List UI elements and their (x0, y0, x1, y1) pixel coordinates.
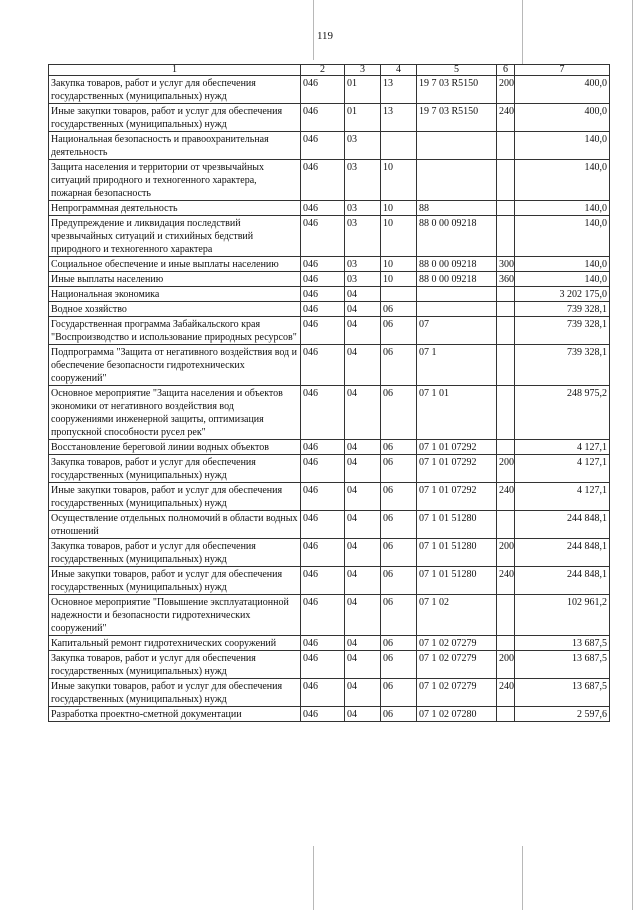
grbs-code-cell: 046 (301, 455, 345, 483)
amount-cell: 140,0 (515, 216, 610, 257)
section-code-cell: 04 (345, 386, 381, 440)
grbs-code-cell: 046 (301, 201, 345, 216)
target-article-cell: 88 (417, 201, 497, 216)
target-article-cell (417, 132, 497, 160)
table-row (49, 707, 610, 722)
section-code-cell: 03 (345, 132, 381, 160)
subsection-code-cell: 06 (381, 317, 417, 345)
section-code-cell: 03 (345, 160, 381, 201)
subsection-code-cell: 10 (381, 272, 417, 287)
amount-cell: 2 597,6 (515, 707, 610, 722)
row-name-cell: Разработка проектно-сметной документации (49, 707, 301, 722)
target-article-cell (417, 302, 497, 317)
amount-cell: 102 961,2 (515, 595, 610, 636)
row-name-cell: Государственная программа Забайкальского края "Воспроизводство и использование природных ресурсов" (49, 317, 301, 345)
table-row (49, 345, 610, 386)
table-row (49, 302, 610, 317)
row-name-cell: Подпрограмма "Защита от негативного воздействия вод и обеспечение безопасности гидротехнических сооружений" (49, 345, 301, 386)
table-row (49, 567, 610, 595)
table-row (49, 679, 610, 707)
row-name-cell: Иные закупки товаров, работ и услуг для обеспечения государственных (муниципальных) нужд (49, 567, 301, 595)
column-header: 7 (515, 65, 610, 76)
column-header: 2 (301, 65, 345, 76)
row-name-cell: Восстановление береговой линии водных объектов (49, 440, 301, 455)
table-row (49, 132, 610, 160)
amount-cell: 140,0 (515, 272, 610, 287)
section-code-cell: 03 (345, 272, 381, 287)
expense-type-cell: 240 (497, 567, 515, 595)
row-name-cell: Предупреждение и ликвидация последствий чрезвычайных ситуаций и стихийных бедствий природного и техногенного характера (49, 216, 301, 257)
section-code-cell: 04 (345, 440, 381, 455)
table-row (49, 455, 610, 483)
section-code-cell: 04 (345, 595, 381, 636)
row-name-cell: Основное мероприятие "Повышение эксплуатационной надежности и безопасности гидротехнических сооружений" (49, 595, 301, 636)
target-article-cell: 07 1 01 07292 (417, 483, 497, 511)
subsection-code-cell: 06 (381, 483, 417, 511)
table-row (49, 317, 610, 345)
grbs-code-cell: 046 (301, 272, 345, 287)
expense-type-cell (497, 216, 515, 257)
subsection-code-cell: 06 (381, 455, 417, 483)
subsection-code-cell: 06 (381, 636, 417, 651)
row-name-cell: Осуществление отдельных полномочий в области водных отношений (49, 511, 301, 539)
expense-type-cell (497, 201, 515, 216)
amount-cell: 739 328,1 (515, 317, 610, 345)
target-article-cell: 07 1 01 (417, 386, 497, 440)
amount-cell: 739 328,1 (515, 345, 610, 386)
target-article-cell: 07 1 02 07279 (417, 651, 497, 679)
expense-type-cell: 240 (497, 483, 515, 511)
row-name-cell: Водное хозяйство (49, 302, 301, 317)
target-article-cell: 07 1 02 07279 (417, 636, 497, 651)
expense-type-cell (497, 302, 515, 317)
amount-cell: 4 127,1 (515, 440, 610, 455)
table-row (49, 440, 610, 455)
subsection-code-cell: 13 (381, 76, 417, 104)
table-row (49, 160, 610, 201)
row-name-cell: Национальная экономика (49, 287, 301, 302)
subsection-code-cell: 10 (381, 216, 417, 257)
amount-cell: 400,0 (515, 104, 610, 132)
row-name-cell: Закупка товаров, работ и услуг для обеспечения государственных (муниципальных) нужд (49, 455, 301, 483)
section-code-cell: 01 (345, 104, 381, 132)
grbs-code-cell: 046 (301, 679, 345, 707)
grbs-code-cell: 046 (301, 636, 345, 651)
grbs-code-cell: 046 (301, 707, 345, 722)
table-row (49, 483, 610, 511)
expense-type-cell (497, 511, 515, 539)
expense-type-cell (497, 595, 515, 636)
grbs-code-cell: 046 (301, 132, 345, 160)
grbs-code-cell: 046 (301, 216, 345, 257)
grbs-code-cell: 046 (301, 595, 345, 636)
section-code-cell: 04 (345, 302, 381, 317)
column-header: 1 (49, 65, 301, 76)
subsection-code-cell (381, 287, 417, 302)
target-article-cell: 07 1 01 07292 (417, 455, 497, 483)
subsection-code-cell (381, 132, 417, 160)
target-article-cell: 07 1 (417, 345, 497, 386)
target-article-cell: 88 0 00 09218 (417, 257, 497, 272)
amount-cell: 244 848,1 (515, 511, 610, 539)
scan-artifact-line (522, 0, 523, 64)
section-code-cell: 04 (345, 511, 381, 539)
table-row (49, 216, 610, 257)
section-code-cell: 04 (345, 539, 381, 567)
subsection-code-cell: 06 (381, 651, 417, 679)
subsection-code-cell: 06 (381, 707, 417, 722)
grbs-code-cell: 046 (301, 76, 345, 104)
row-name-cell: Закупка товаров, работ и услуг для обеспечения государственных (муниципальных) нужд (49, 539, 301, 567)
grbs-code-cell: 046 (301, 287, 345, 302)
amount-cell: 739 328,1 (515, 302, 610, 317)
grbs-code-cell: 046 (301, 345, 345, 386)
section-code-cell: 03 (345, 257, 381, 272)
table-row (49, 257, 610, 272)
amount-cell: 4 127,1 (515, 455, 610, 483)
section-code-cell: 04 (345, 651, 381, 679)
subsection-code-cell: 06 (381, 511, 417, 539)
target-article-cell: 07 1 02 (417, 595, 497, 636)
expense-type-cell (497, 440, 515, 455)
row-name-cell: Защита населения и территории от чрезвычайных ситуаций природного и техногенного характера, пожарная безопасность (49, 160, 301, 201)
section-code-cell: 04 (345, 287, 381, 302)
grbs-code-cell: 046 (301, 440, 345, 455)
row-name-cell: Закупка товаров, работ и услуг для обеспечения государственных (муниципальных) нужд (49, 651, 301, 679)
table-row (49, 595, 610, 636)
table-row (49, 76, 610, 104)
grbs-code-cell: 046 (301, 104, 345, 132)
row-name-cell: Социальное обеспечение и иные выплаты населению (49, 257, 301, 272)
amount-cell: 248 975,2 (515, 386, 610, 440)
row-name-cell: Иные выплаты населению (49, 272, 301, 287)
subsection-code-cell: 10 (381, 160, 417, 201)
target-article-cell: 07 1 01 07292 (417, 440, 497, 455)
table-row (49, 272, 610, 287)
subsection-code-cell: 06 (381, 567, 417, 595)
grbs-code-cell: 046 (301, 539, 345, 567)
column-header: 4 (381, 65, 417, 76)
target-article-cell: 88 0 00 09218 (417, 272, 497, 287)
amount-cell: 140,0 (515, 201, 610, 216)
expense-type-cell (497, 287, 515, 302)
row-name-cell: Основное мероприятие "Защита населения и объектов экономики от негативного воздействия вод сооружениями инженерной защиты, оптимизация пропускной способности русел рек" (49, 386, 301, 440)
section-code-cell: 04 (345, 679, 381, 707)
column-header: 3 (345, 65, 381, 76)
subsection-code-cell: 06 (381, 595, 417, 636)
target-article-cell: 19 7 03 R5150 (417, 104, 497, 132)
expense-type-cell (497, 707, 515, 722)
table-row (49, 636, 610, 651)
expense-type-cell (497, 317, 515, 345)
section-code-cell: 04 (345, 636, 381, 651)
subsection-code-cell: 10 (381, 257, 417, 272)
amount-cell: 140,0 (515, 160, 610, 201)
amount-cell: 13 687,5 (515, 679, 610, 707)
table-row (49, 287, 610, 302)
amount-cell: 400,0 (515, 76, 610, 104)
scan-artifact-line (522, 846, 523, 910)
section-code-cell: 03 (345, 216, 381, 257)
amount-cell: 140,0 (515, 132, 610, 160)
expense-type-cell: 300 (497, 257, 515, 272)
expense-type-cell (497, 160, 515, 201)
subsection-code-cell: 06 (381, 302, 417, 317)
expense-type-cell: 240 (497, 679, 515, 707)
expense-type-cell: 200 (497, 539, 515, 567)
target-article-cell (417, 287, 497, 302)
row-name-cell: Капитальный ремонт гидротехнических сооружений (49, 636, 301, 651)
subsection-code-cell: 13 (381, 104, 417, 132)
expense-type-cell: 200 (497, 76, 515, 104)
row-name-cell: Иные закупки товаров, работ и услуг для обеспечения государственных (муниципальных) нужд (49, 679, 301, 707)
target-article-cell: 07 1 01 51280 (417, 511, 497, 539)
section-code-cell: 03 (345, 201, 381, 216)
row-name-cell: Национальная безопасность и правоохранительная деятельность (49, 132, 301, 160)
grbs-code-cell: 046 (301, 386, 345, 440)
expense-type-cell (497, 386, 515, 440)
target-article-cell: 07 1 02 07280 (417, 707, 497, 722)
subsection-code-cell: 06 (381, 386, 417, 440)
amount-cell: 3 202 175,0 (515, 287, 610, 302)
amount-cell: 244 848,1 (515, 539, 610, 567)
expense-type-cell: 200 (497, 651, 515, 679)
grbs-code-cell: 046 (301, 160, 345, 201)
grbs-code-cell: 046 (301, 511, 345, 539)
table-header-row (49, 65, 610, 76)
table-row (49, 651, 610, 679)
scan-artifact-line (313, 0, 314, 60)
amount-cell: 4 127,1 (515, 483, 610, 511)
scan-artifact-line (313, 846, 314, 910)
section-code-cell: 04 (345, 707, 381, 722)
column-header: 6 (497, 65, 515, 76)
column-header: 5 (417, 65, 497, 76)
section-code-cell: 04 (345, 345, 381, 386)
expense-type-cell: 360 (497, 272, 515, 287)
row-name-cell: Закупка товаров, работ и услуг для обеспечения государственных (муниципальных) нужд (49, 76, 301, 104)
subsection-code-cell: 06 (381, 440, 417, 455)
table-row (49, 201, 610, 216)
amount-cell: 244 848,1 (515, 567, 610, 595)
subsection-code-cell: 06 (381, 345, 417, 386)
amount-cell: 13 687,5 (515, 651, 610, 679)
target-article-cell: 07 1 02 07279 (417, 679, 497, 707)
page-number: 119 (316, 30, 334, 42)
row-name-cell: Непрограммная деятельность (49, 201, 301, 216)
table-row (49, 386, 610, 440)
section-code-cell: 04 (345, 455, 381, 483)
amount-cell: 140,0 (515, 257, 610, 272)
expense-type-cell (497, 345, 515, 386)
scan-artifact-line (632, 0, 633, 910)
expense-type-cell (497, 132, 515, 160)
grbs-code-cell: 046 (301, 567, 345, 595)
target-article-cell: 07 1 01 51280 (417, 539, 497, 567)
grbs-code-cell: 046 (301, 317, 345, 345)
row-name-cell: Иные закупки товаров, работ и услуг для обеспечения государственных (муниципальных) нужд (49, 483, 301, 511)
grbs-code-cell: 046 (301, 257, 345, 272)
target-article-cell (417, 160, 497, 201)
section-code-cell: 04 (345, 317, 381, 345)
amount-cell: 13 687,5 (515, 636, 610, 651)
table-row (49, 539, 610, 567)
budget-table (48, 64, 610, 722)
target-article-cell: 07 (417, 317, 497, 345)
subsection-code-cell: 06 (381, 679, 417, 707)
row-name-cell: Иные закупки товаров, работ и услуг для обеспечения государственных (муниципальных) нужд (49, 104, 301, 132)
expense-type-cell (497, 636, 515, 651)
section-code-cell: 01 (345, 76, 381, 104)
section-code-cell: 04 (345, 567, 381, 595)
table-row (49, 104, 610, 132)
target-article-cell: 88 0 00 09218 (417, 216, 497, 257)
target-article-cell: 07 1 01 51280 (417, 567, 497, 595)
target-article-cell: 19 7 03 R5150 (417, 76, 497, 104)
section-code-cell: 04 (345, 483, 381, 511)
subsection-code-cell: 06 (381, 539, 417, 567)
table-row (49, 511, 610, 539)
subsection-code-cell: 10 (381, 201, 417, 216)
grbs-code-cell: 046 (301, 651, 345, 679)
expense-type-cell: 200 (497, 455, 515, 483)
grbs-code-cell: 046 (301, 302, 345, 317)
expense-type-cell: 240 (497, 104, 515, 132)
grbs-code-cell: 046 (301, 483, 345, 511)
